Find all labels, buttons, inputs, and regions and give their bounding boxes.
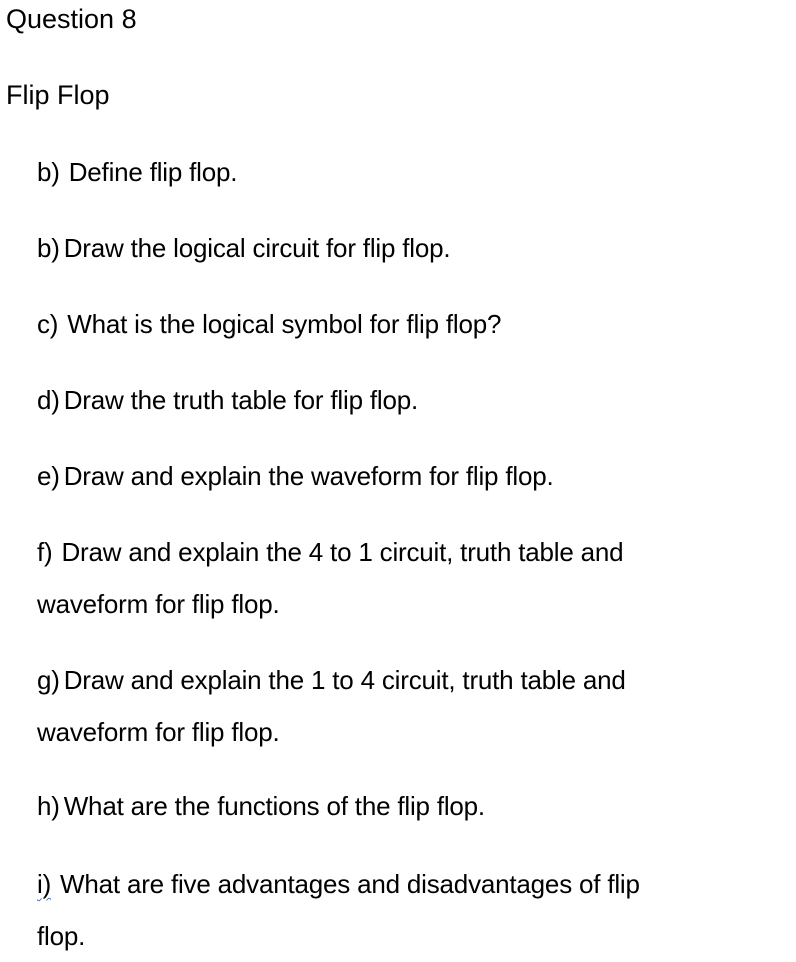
question-item-3: [37, 298, 792, 350]
item-marker: g): [37, 665, 60, 695]
question-item-9: [37, 858, 792, 962]
item-marker: d): [37, 385, 60, 415]
item-text: What are the functions of the flip flop.: [63, 791, 485, 821]
item-text-line-1: What are five advantages and disadvantages of flip: [60, 869, 640, 899]
item-text-line-2: waveform for flip flop.: [37, 589, 280, 619]
question-item-8: [37, 780, 792, 832]
question-item-7: [37, 654, 792, 758]
item-text: Draw the logical circuit for flip flop.: [63, 233, 451, 263]
item-text-line-2: flop.: [37, 921, 86, 951]
question-topic: Flip Flop: [6, 80, 110, 110]
item-marker: b): [37, 157, 60, 187]
item-text: Define flip flop.: [68, 157, 238, 187]
item-marker: i): [37, 869, 52, 899]
question-item-5: [37, 450, 792, 502]
question-item-4: [37, 374, 792, 426]
question-item-6: [37, 526, 792, 630]
item-marker: e): [37, 461, 60, 491]
item-text: Draw the truth table for flip flop.: [63, 385, 419, 415]
item-marker: h): [37, 791, 60, 821]
item-text: What is the logical symbol for flip flop?: [67, 309, 502, 339]
item-text-line-2: waveform for flip flop.: [37, 717, 280, 747]
question-title: Question 8: [6, 4, 137, 34]
item-text-line-1: Draw and explain the 1 to 4 circuit, truth table and: [63, 665, 626, 695]
item-text-line-1: Draw and explain the 4 to 1 circuit, truth table and: [61, 537, 624, 567]
question-item-1: [37, 146, 792, 198]
item-marker: f): [37, 537, 53, 567]
question-item-2: [37, 222, 792, 274]
item-marker: b): [37, 233, 60, 263]
item-text: Draw and explain the waveform for flip flop.: [63, 461, 554, 491]
item-marker: c): [37, 309, 59, 339]
